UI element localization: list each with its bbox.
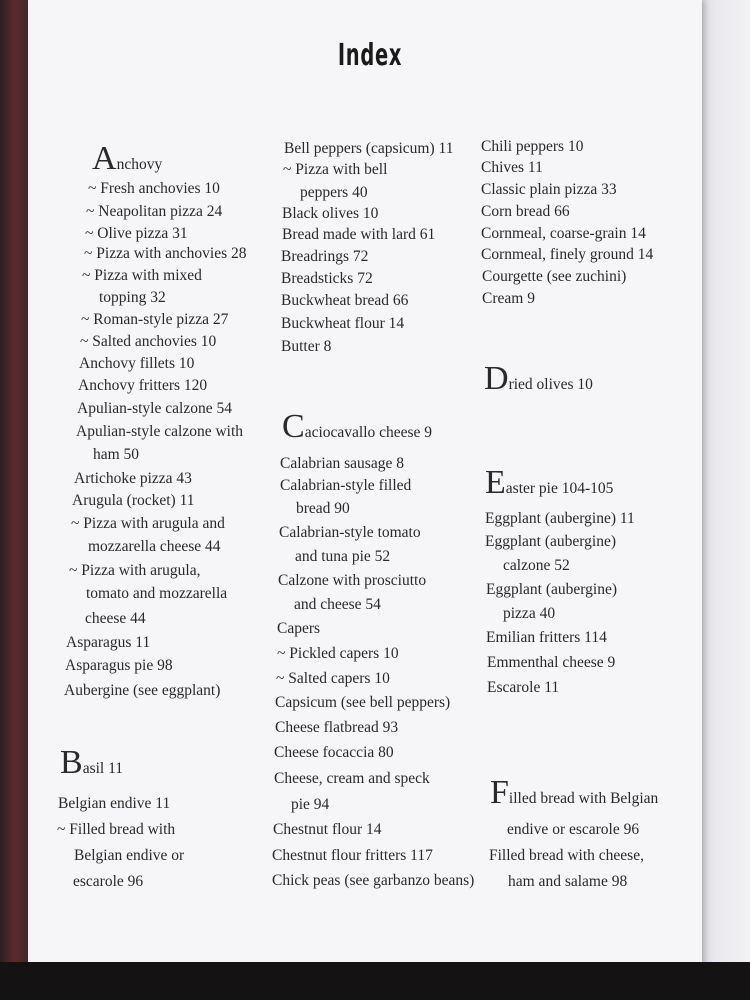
index-letter-entry: Basil 11 [60,744,124,781]
index-entry: ham 50 [93,446,140,463]
index-entry: pizza 40 [503,605,556,622]
index-letter-entry: Caciocavallo cheese 9 [282,408,433,445]
index-entry: ~ Pizza with arugula and [71,515,225,532]
index-entry: Bread made with lard 61 [282,226,436,243]
index-entry: Eggplant (aubergine) [485,533,616,550]
index-entry: Belgian endive or [74,847,185,864]
index-entry: Chives 11 [481,159,543,176]
index-entry: ~ Roman-style pizza 27 [81,311,229,328]
index-entry: Belgian endive 11 [58,795,171,812]
index-entry: Eggplant (aubergine) 11 [485,510,635,527]
index-entry: endive or escarole 96 [507,821,640,838]
index-entry: Classic plain pizza 33 [481,181,617,198]
index-letter-entry: Filled bread with Belgian [490,774,659,811]
index-entry: ~ Pizza with mixed [82,267,202,284]
table-surface [0,962,750,1000]
page-title: Index [337,38,403,73]
index-entry: ~ Pizza with arugula, [69,562,201,579]
index-entry: Arugula (rocket) 11 [72,492,195,509]
index-entry: cheese 44 [85,610,146,627]
index-entry: Calabrian-style tomato [279,524,421,541]
index-entry: Eggplant (aubergine) [486,581,617,598]
index-entry: Cheese focaccia 80 [274,744,394,761]
index-entry: Butter 8 [281,338,332,355]
index-entry: Cream 9 [482,290,535,307]
index-entry: Emilian fritters 114 [486,629,607,646]
index-entry: Cornmeal, finely ground 14 [481,246,654,263]
index-entry: Asparagus 11 [66,634,151,651]
index-entry: and cheese 54 [294,596,381,613]
index-entry: tomato and mozzarella [86,585,228,602]
index-entry: mozzarella cheese 44 [88,538,221,555]
index-entry: Calzone with prosciutto [278,572,427,589]
index-entry: Capers [277,620,321,637]
index-entry: Escarole 11 [487,679,560,696]
index-entry: Chestnut flour 14 [273,821,382,838]
index-entry: ~ Neapolitan pizza 24 [86,203,223,220]
index-entry: ~ Pickled capers 10 [277,645,399,662]
index-entry: Calabrian sausage 8 [280,455,404,472]
index-entry: Asparagus pie 98 [65,657,173,674]
index-entry: Chestnut flour fritters 117 [272,847,433,864]
index-entry: Buckwheat flour 14 [281,315,405,332]
index-entry: Chili peppers 10 [481,138,584,155]
index-entry: Anchovy fillets 10 [79,355,195,372]
index-entry: Black olives 10 [282,205,379,222]
index-entry: Filled bread with cheese, [489,847,644,864]
index-entry: ~ Olive pizza 31 [85,225,188,242]
index-entry: Aubergine (see eggplant) [64,682,221,699]
index-entry: ~ Salted anchovies 10 [80,333,217,350]
index-letter-entry: Easter pie 104-105 [485,464,614,501]
index-entry: Anchovy fritters 120 [78,377,208,394]
index-letter-entry: Dried olives 10 [484,360,593,397]
index-entry: Corn bread 66 [481,203,570,220]
index-entry: Artichoke pizza 43 [74,470,192,487]
index-entry: Chick peas (see garbanzo beans) [272,872,475,889]
index-entry: and tuna pie 52 [295,548,391,565]
index-entry: ham and salame 98 [508,873,628,890]
index-entry: escarole 96 [73,873,144,890]
index-entry: Breadsticks 72 [281,270,373,287]
index-letter-entry: Anchovy [92,140,163,177]
index-entry: Cheese, cream and speck [274,770,430,787]
index-entry: Breadrings 72 [281,248,369,265]
index-entry: ~ Pizza with bell [283,161,388,178]
index-entry: peppers 40 [300,184,368,201]
index-entry: ~ Filled bread with [57,821,176,838]
index-entry: Calabrian-style filled [280,477,412,494]
index-entry: bread 90 [296,500,350,517]
index-entry: Bell peppers (capsicum) 11 [284,140,454,157]
index-entry: Apulian-style calzone with [76,423,244,440]
index-entry: Cornmeal, coarse-grain 14 [481,225,646,242]
index-entry: ~ Salted capers 10 [276,670,390,687]
index-entry: Courgette (see zuchini) [482,268,627,285]
index-entry: ~ Pizza with anchovies 28 [84,245,247,262]
index-entry: Buckwheat bread 66 [281,292,409,309]
index-entry: Capsicum (see bell peppers) [275,694,451,711]
index-entry: ~ Fresh anchovies 10 [88,180,220,197]
index-entry: topping 32 [99,289,166,306]
index-entry: pie 94 [291,796,330,813]
index-entry: calzone 52 [503,557,570,574]
index-entry: Cheese flatbread 93 [275,719,399,736]
index-entry: Apulian-style calzone 54 [77,400,232,417]
index-entry: Emmenthal cheese 9 [487,654,616,671]
